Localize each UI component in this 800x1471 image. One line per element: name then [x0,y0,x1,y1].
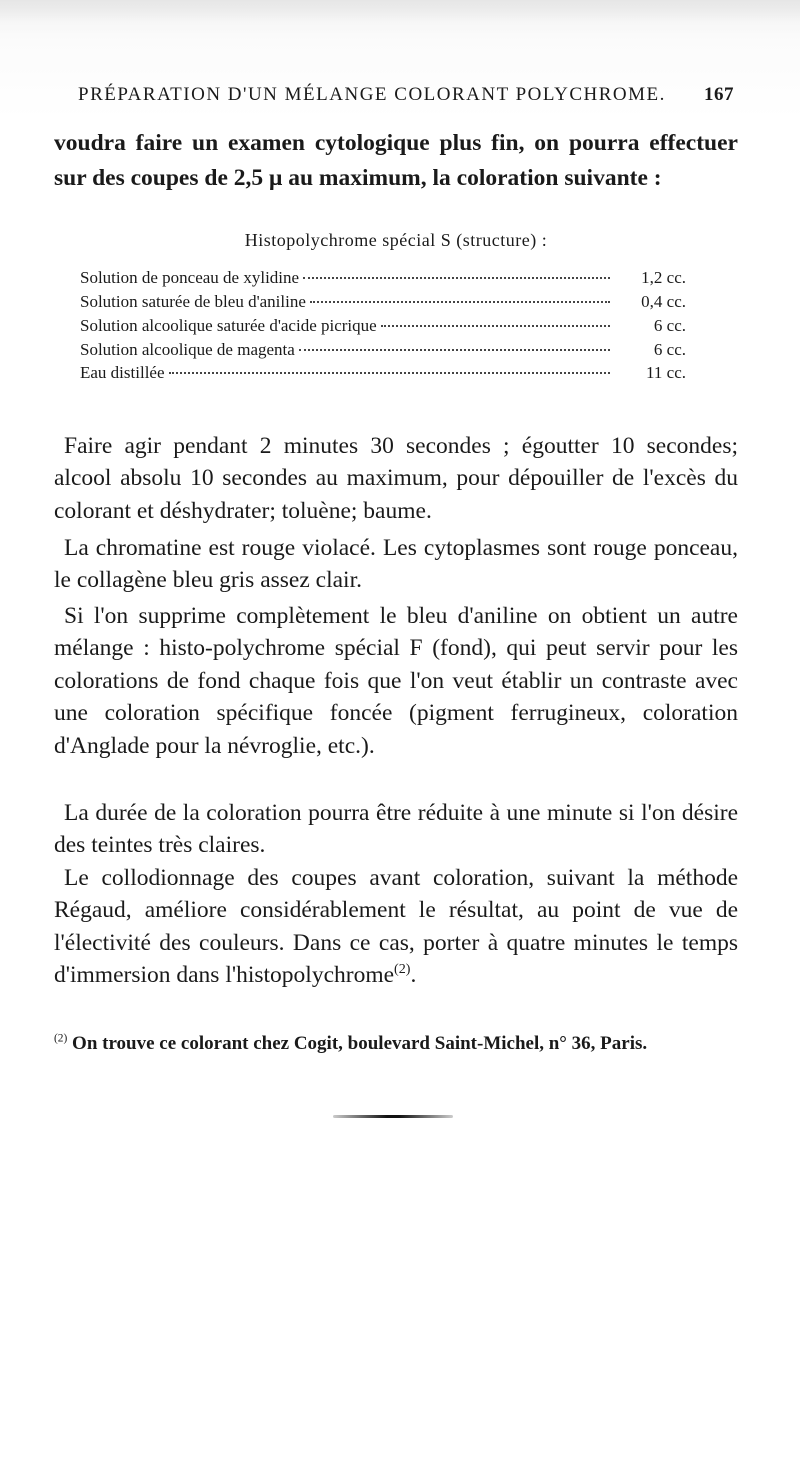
recipe-quantity: 6 cc. [653,339,686,359]
paragraph-variant: Si l'on supprime complètement le bleu d'aniline on obtient un autre mélange : histo-polychrome spécial F (fond), qui peut servir pour les colorations de fond chaque fois que l'on veut établir un contraste avec une coloration spécifique foncée (pigment ferrugineux, coloration d'Anglade pour la névroglie, etc.). [54,603,738,759]
recipe-quantity: 0,4 cc. [641,292,686,312]
footnote-text: On trouve ce colorant chez Cogit, boulevard Saint-Michel, n° 36, Paris. [72,1033,648,1054]
dot-leader [299,333,610,350]
paragraph-duration: La durée de la coloration pourra être réduite à une minute si l'on désire des teintes très claires. [54,800,738,859]
page-number: 167 [704,84,734,105]
footnote-marker: (2) [54,1032,68,1045]
dot-leader [169,357,610,374]
recipe-quantity: 1,2 cc. [641,268,686,288]
paragraph-results: La chromatine est rouge violacé. Les cytoplasmes sont rouge ponceau, le collagène bleu gris assez clair. [54,535,738,594]
recipe-ingredient: Solution de ponceau de xylidine [80,268,300,288]
running-title: PRÉPARATION D'UN MÉLANGE COLORANT POLYCHROME. [78,84,666,105]
intro-paragraph: voudra faire un examen cytologique plus fin, on pourra effectuer sur des coupes de 2,5 μ au maximum, la coloration suivante : [54,130,738,191]
recipe-caption: Histopolychrome spécial S (structure) : [244,230,548,250]
dot-leader [303,262,610,279]
footnote-reference[interactable]: (2) [394,961,411,978]
footnote [54,1030,738,1058]
dot-leader [381,310,610,327]
paragraph-collodion: Le collodionnage des coupes avant coloration, suivant la méthode Régaud, améliore considérablement le résultat, au point de vue de l'électivité des couleurs. Dans ce cas, porter à quatre minutes le temps d'immersion dans l'histopolychrome$^{(2)}$. [54,865,738,989]
recipe-quantity: 6 cc. [653,315,686,335]
recipe-list [80,266,686,385]
recipe-quantity: 11 cc. [646,363,686,383]
running-header [78,84,734,114]
dot-leader [310,286,610,303]
recipe-ingredient: Solution saturée de bleu d'aniline [80,292,306,312]
paragraph-collodion-text: Le collodionnage des coupes avant coloration, suivant la méthode Régaud, améliore considérablement le résultat, au point de vue de l'électivité des couleurs. Dans ce cas, porter à quatre minutes le temps d'immersion dans l'histopolychrome [54,865,738,989]
end-rule [333,1114,453,1118]
paragraph-procedure: Faire agir pendant 2 minutes 30 secondes ; égoutter 10 secondes; alcool absolu 10 secondes au maximum, pour dépouiller de l'excès du colorant et déshydrater; toluène; baume. [54,433,738,524]
recipe-ingredient: Solution alcoolique de magenta [80,339,295,359]
recipe-ingredient: Eau distillée [80,363,165,383]
scan-edge-shadow [0,0,800,22]
recipe-row [80,361,686,385]
recipe-ingredient: Solution alcoolique saturée d'acide picrique [80,315,377,335]
